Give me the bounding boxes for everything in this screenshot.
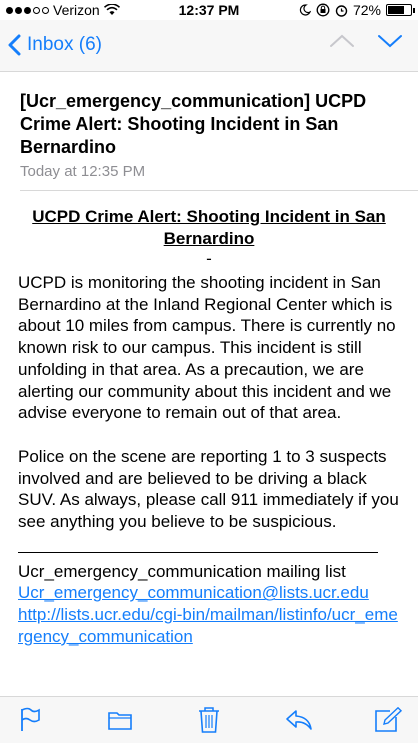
header-divider bbox=[20, 190, 418, 191]
trash-icon bbox=[198, 706, 220, 734]
chevron-down-icon[interactable] bbox=[378, 34, 402, 48]
flag-button[interactable] bbox=[16, 706, 44, 734]
carrier-label: Verizon bbox=[53, 2, 100, 18]
moon-icon bbox=[299, 4, 311, 16]
chevron-up-icon[interactable] bbox=[330, 34, 354, 48]
status-bar bbox=[0, 0, 418, 20]
back-to-inbox-button[interactable] bbox=[8, 34, 102, 56]
bottom-toolbar bbox=[0, 696, 418, 743]
message-nav-arrows bbox=[330, 34, 402, 48]
move-to-folder-button[interactable] bbox=[106, 706, 134, 734]
chevron-left-icon bbox=[8, 34, 21, 56]
mailing-list-email-link[interactable]: Ucr_emergency_communication@lists.ucr.edu bbox=[18, 583, 369, 603]
back-label: Inbox (6) bbox=[27, 34, 102, 55]
status-right bbox=[299, 2, 412, 18]
trash-button[interactable] bbox=[195, 706, 223, 734]
mailing-list-url-link[interactable]: http://lists.ucr.edu/cgi-bin/mailman/listinfo/ucr_emergency_communication bbox=[18, 605, 398, 646]
paragraph-2: Police on the scene are reporting 1 to 3 suspects involved and are believed to be driving a black SUV. As always, please call 911 immediately if you see anything you believe to be suspicious. bbox=[18, 446, 399, 532]
folder-icon bbox=[107, 709, 133, 731]
compose-icon bbox=[374, 707, 402, 733]
reply-button[interactable] bbox=[285, 706, 313, 734]
alarm-icon bbox=[335, 4, 348, 17]
message-body bbox=[18, 206, 400, 648]
paragraph-1: UCPD is monitoring the shooting incident in San Bernardino at the Inland Regional Center which is about 10 miles from campus. There is currently no known risk to our campus. This incident is still unfolding in that area. As a precaution, we are alerting our community about this incident and we advise everyone to remain out of that area. bbox=[18, 273, 396, 423]
message-date: Today at 12:35 PM bbox=[20, 163, 146, 180]
battery-percent: 72% bbox=[352, 2, 381, 18]
stray-mark: - bbox=[206, 249, 212, 268]
status-time: 12:37 PM bbox=[178, 2, 240, 18]
message-header bbox=[20, 90, 410, 180]
rotation-lock-icon bbox=[316, 3, 330, 17]
flag-icon bbox=[19, 707, 41, 733]
battery-icon bbox=[386, 4, 412, 16]
alert-heading: UCPD Crime Alert: Shooting Incident in San Bernardino bbox=[32, 207, 386, 248]
navigation-bar bbox=[0, 20, 418, 72]
message-subject: [Ucr_emergency_communication] UCPD Crime Alert: Shooting Incident in San Bernardino bbox=[20, 91, 367, 157]
compose-button[interactable] bbox=[374, 706, 402, 734]
signature-rule bbox=[18, 552, 378, 553]
reply-icon bbox=[285, 709, 313, 731]
mailing-list-name: Ucr_emergency_communication mailing list bbox=[18, 561, 346, 581]
